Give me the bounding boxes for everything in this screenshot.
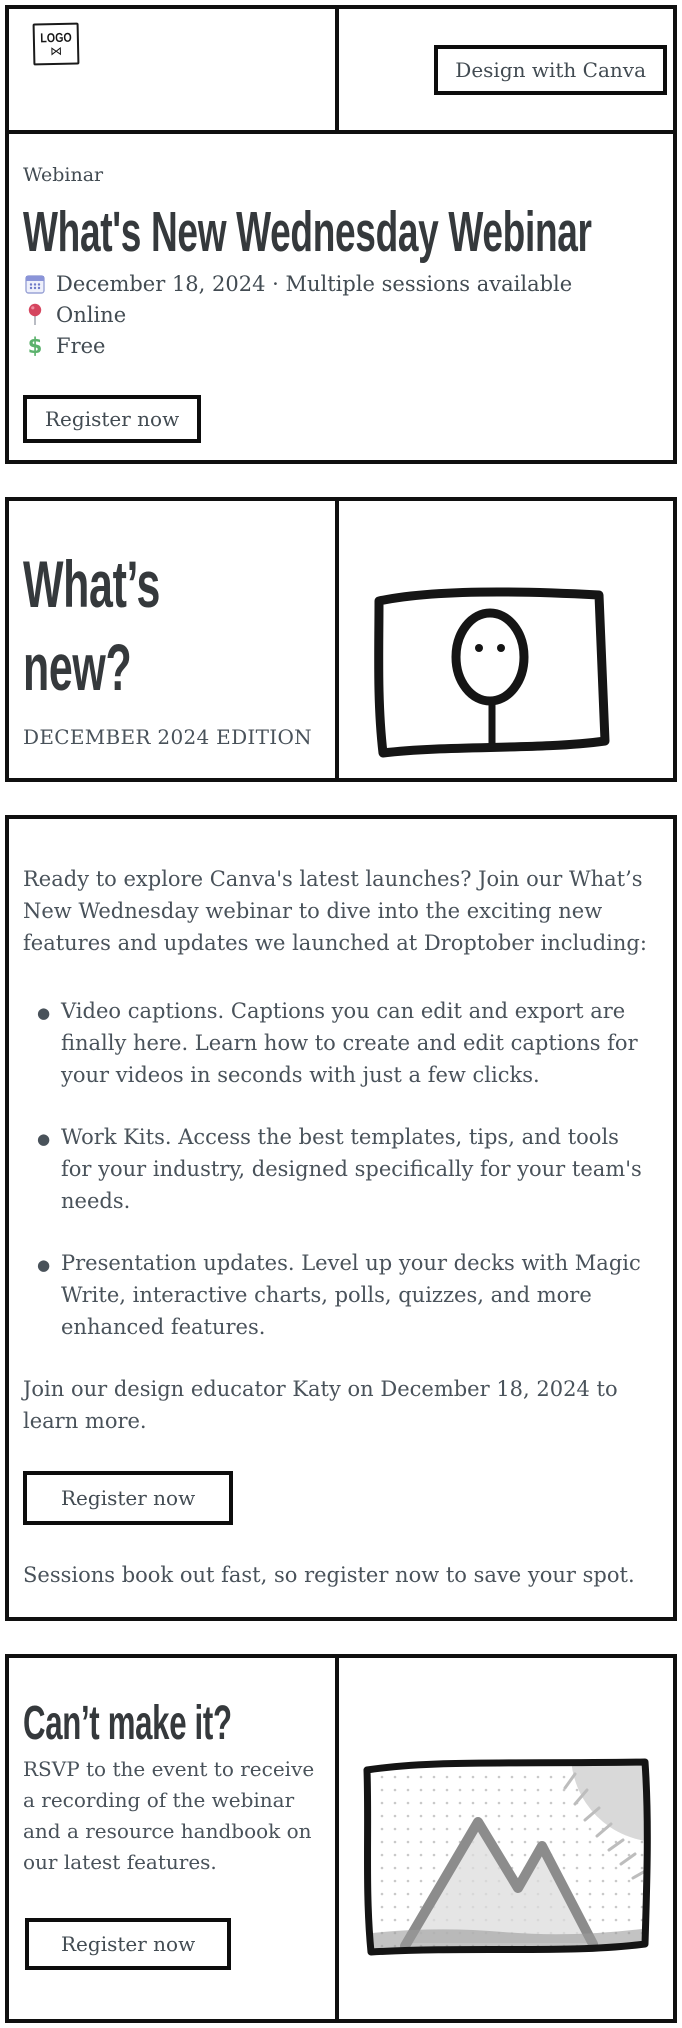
hero-body <box>9 134 673 443</box>
feature-list <box>37 995 653 1343</box>
detail-date <box>23 272 657 296</box>
details-card <box>5 815 677 1621</box>
logo-text: LOGO <box>40 29 72 46</box>
whats-new-title: What’s new? <box>23 547 161 705</box>
logo <box>33 23 80 66</box>
bullet-icon: ● <box>37 1130 51 1148</box>
hero-card <box>5 5 677 464</box>
feature-video-captions: Video captions. Captions you can edit and export are finally here. Learn how to create and edit captions for your videos in seconds with just a few clicks. <box>61 999 638 1087</box>
list-item <box>37 1247 653 1343</box>
intro-paragraph: Ready to explore Canva's latest launches? Join our What’s New Wednesday webinar to dive into the exciting new features and updates we launched at Droptober including: <box>23 867 647 955</box>
list-item <box>37 1121 653 1217</box>
feature-work-kits: Work Kits. Access the best templates, tips, and tools for your industry, designed specifically for your team's needs. <box>61 1125 642 1213</box>
cant-make-it-illustration-column <box>339 1658 673 2019</box>
register-now-button-footer[interactable]: Register now <box>25 1918 231 1970</box>
detail-price-text: Free <box>56 334 106 358</box>
header-cta-cell <box>339 9 673 130</box>
whats-new-illustration-column <box>339 501 673 778</box>
cant-make-it-title: Can’t make it? <box>23 1697 232 1750</box>
dollar-icon: $ <box>27 334 43 358</box>
detail-location <box>23 303 657 327</box>
whats-new-card <box>5 497 677 782</box>
person-in-frame-illustration <box>365 573 615 773</box>
cant-make-it-text-column <box>9 1658 339 2019</box>
location-pin-icon <box>23 303 47 327</box>
cant-make-it-text: RSVP to the event to receive a recording of the webinar and a resource handbook on our latest features. <box>23 1757 315 1874</box>
webinar-title: What's New Wednesday Webinar <box>23 200 592 264</box>
whats-new-text-column <box>9 501 339 778</box>
webinar-eyebrow: Webinar <box>23 164 104 186</box>
header-row <box>9 9 673 134</box>
sessions-note: Sessions book out fast, so register now to save your spot. <box>23 1563 635 1587</box>
bullet-icon: ● <box>37 1004 51 1022</box>
outro-paragraph: Join our design educator Katy on December 18, 2024 to learn more. <box>23 1377 618 1433</box>
register-now-button-hero[interactable]: Register now <box>23 395 201 443</box>
feature-presentation-updates: Presentation updates. Level up your decks with Magic Write, interactive charts, polls, quizzes, and more enhanced features. <box>61 1251 641 1339</box>
detail-date-text: December 18, 2024 · Multiple sessions available <box>56 272 573 296</box>
event-details <box>23 272 657 358</box>
detail-price <box>23 334 657 358</box>
list-item <box>37 995 653 1091</box>
mountain-illustration <box>353 1748 659 1976</box>
logo-cell <box>9 9 339 130</box>
cant-make-it-card <box>5 1654 677 2023</box>
edition-subtitle: DECEMBER 2024 EDITION <box>23 725 312 750</box>
bowtie-icon: ⋈ <box>50 43 63 59</box>
bullet-icon: ● <box>37 1256 51 1274</box>
register-now-button-body[interactable]: Register now <box>23 1471 233 1525</box>
calendar-icon <box>23 273 47 295</box>
design-with-canva-button[interactable]: Design with Canva <box>434 45 667 95</box>
detail-location-text: Online <box>56 303 127 327</box>
